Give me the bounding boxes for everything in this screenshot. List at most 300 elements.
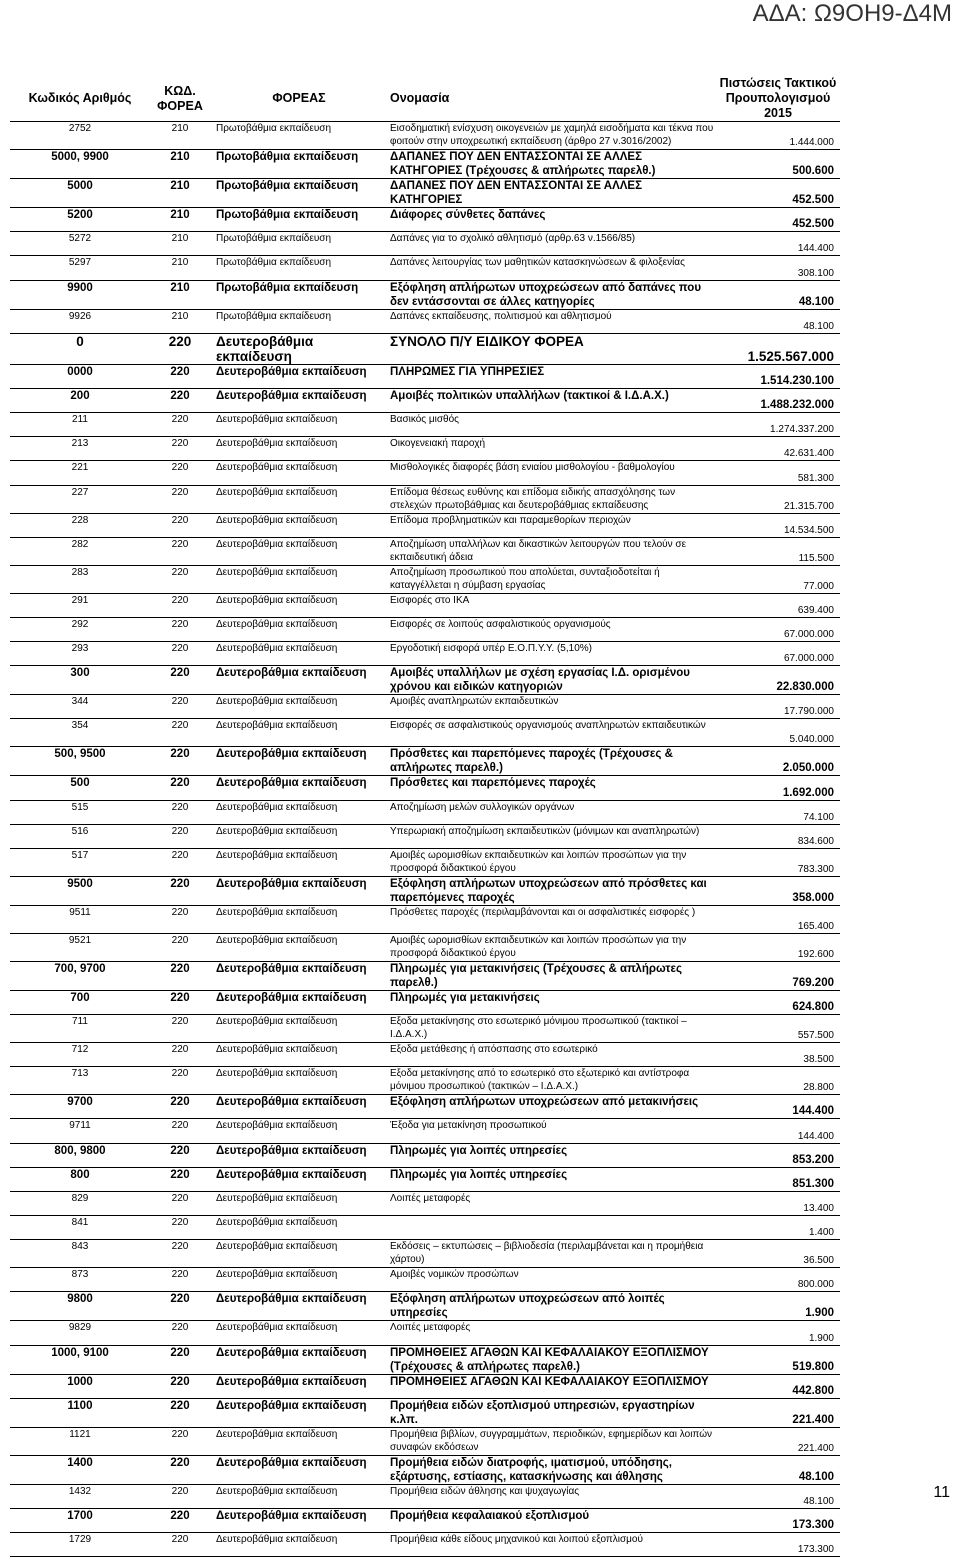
row-code: 9711	[10, 1119, 150, 1143]
row-name: Πρόσθετες και παρεπόμενες παροχές	[388, 776, 716, 800]
table-row	[10, 1191, 840, 1215]
row-foreas: Δευτεροβάθμια εκπαίδευση	[210, 1067, 388, 1095]
row-amount: 144.400	[716, 232, 840, 256]
row-amount: 173.300	[716, 1508, 840, 1532]
row-amount: 442.800	[716, 1374, 840, 1398]
table-row	[10, 179, 840, 208]
row-amount: 5.040.000	[716, 719, 840, 747]
row-amount: 800.000	[716, 1268, 840, 1292]
row-kod: 210	[150, 122, 210, 150]
row-foreas: Πρωτοβάθμια εκπαίδευση	[210, 179, 388, 208]
row-kod: 220	[150, 824, 210, 848]
row-kod: 220	[150, 1533, 210, 1557]
col-header-foreas: ΦΟΡΕΑΣ	[210, 76, 388, 122]
row-kod: 220	[150, 413, 210, 437]
row-kod: 220	[150, 1240, 210, 1268]
row-kod: 220	[150, 1321, 210, 1345]
row-kod: 220	[150, 800, 210, 824]
row-amount: 221.400	[716, 1427, 840, 1455]
row-kod: 220	[150, 1043, 210, 1067]
row-code: 5272	[10, 232, 150, 256]
row-foreas: Δευτεροβάθμια εκπαίδευση	[210, 485, 388, 513]
row-amount: 851.300	[716, 1167, 840, 1191]
row-amount: 48.100	[716, 1484, 840, 1508]
row-kod: 220	[150, 747, 210, 776]
row-amount: 853.200	[716, 1143, 840, 1167]
table-body	[10, 122, 840, 1557]
row-foreas: Δευτεροβάθμια εκπαίδευση	[210, 1240, 388, 1268]
row-foreas: Πρωτοβάθμια εκπαίδευση	[210, 122, 388, 150]
row-kod: 220	[150, 1067, 210, 1095]
table-row	[10, 122, 840, 150]
row-name: Εξοδα μετακίνησης από το εσωτερικό στο εξωτερικό και αντίστροφα μόνιμου προσωπικού (τακτικών – Ι.Δ.Α.Χ.)	[388, 1067, 716, 1095]
row-kod: 210	[150, 208, 210, 232]
row-amount: 1.400	[716, 1216, 840, 1240]
row-name: Αμοιβές αναπληρωτών εκπαιδευτικών	[388, 695, 716, 719]
row-code: 213	[10, 437, 150, 461]
row-code: 1000	[10, 1374, 150, 1398]
row-amount: 21.315.700	[716, 485, 840, 513]
row-code: 221	[10, 461, 150, 485]
row-code: 1100	[10, 1398, 150, 1427]
row-code: 711	[10, 1015, 150, 1043]
table-row	[10, 1143, 840, 1167]
table-row	[10, 666, 840, 695]
row-name: Πληρωμές για λοιπές υπηρεσίες	[388, 1143, 716, 1167]
row-name: ΠΡΟΜΗΘΕΙΕΣ ΑΓΑΘΩΝ ΚΑΙ ΚΕΦΑΛΑΙΑΚΟΥ ΕΞΟΠΛΙΣΜΟΥ (Τρέχουσες & απλήρωτες παρελθ.)	[388, 1345, 716, 1374]
table-row	[10, 309, 840, 333]
table-row	[10, 388, 840, 412]
row-name: Πρόσθετες παροχές (περιλαμβάνονται και οι ασφαλιστικές εισφορές )	[388, 905, 716, 933]
row-amount: 1.900	[716, 1321, 840, 1345]
row-name: Πληρωμές για μετακινήσεις (Τρέχουσες & απλήρωτες παρελθ.)	[388, 961, 716, 990]
table-row	[10, 961, 840, 990]
row-kod: 210	[150, 232, 210, 256]
row-foreas: Δευτεροβάθμια εκπαίδευση	[210, 1191, 388, 1215]
row-foreas: Δευτεροβάθμια εκπαίδευση	[210, 413, 388, 437]
row-kod: 220	[150, 1268, 210, 1292]
row-code: 9800	[10, 1292, 150, 1321]
row-code: 841	[10, 1216, 150, 1240]
table-row	[10, 1321, 840, 1345]
row-code: 800	[10, 1167, 150, 1191]
row-code: 282	[10, 537, 150, 565]
row-code: 700, 9700	[10, 961, 150, 990]
row-foreas: Δευτεροβάθμια εκπαίδευση	[210, 461, 388, 485]
row-name: Επίδομα προβληματικών και παραμεθορίων περιοχών	[388, 513, 716, 537]
row-foreas: Δευτεροβάθμια εκπαίδευση	[210, 1427, 388, 1455]
table-row	[10, 824, 840, 848]
table-row	[10, 208, 840, 232]
row-name: Μισθολογικές διαφορές βάση ενιαίου μισθολογίου - βαθμολογίου	[388, 461, 716, 485]
row-kod: 220	[150, 437, 210, 461]
row-code: 0000	[10, 364, 150, 388]
row-amount: 14.534.500	[716, 513, 840, 537]
row-kod: 210	[150, 280, 210, 309]
row-foreas: Δευτεροβάθμια εκπαίδευση	[210, 800, 388, 824]
row-amount: 22.830.000	[716, 666, 840, 695]
row-amount: 77.000	[716, 565, 840, 593]
row-foreas: Δευτεροβάθμια εκπαίδευση	[210, 848, 388, 876]
row-name: Δαπάνες για το σχολικό αθλητισμό (αρθρ.63 ν.1566/85)	[388, 232, 716, 256]
row-code: 873	[10, 1268, 150, 1292]
row-foreas: Πρωτοβάθμια εκπαίδευση	[210, 309, 388, 333]
row-kod: 220	[150, 1143, 210, 1167]
row-kod: 220	[150, 1374, 210, 1398]
row-amount: 42.631.400	[716, 437, 840, 461]
table-row	[10, 1216, 840, 1240]
table-row	[10, 617, 840, 641]
row-name: Εκδόσεις – εκτυπώσεις – βιβλιοδεσία (περιλαμβάνεται και η προμήθεια χάρτου)	[388, 1240, 716, 1268]
row-amount: 48.100	[716, 309, 840, 333]
row-amount: 1.274.337.200	[716, 413, 840, 437]
row-amount: 358.000	[716, 876, 840, 905]
row-amount: 1.514.230.100	[716, 364, 840, 388]
row-code: 9500	[10, 876, 150, 905]
row-foreas: Δευτεροβάθμια εκπαίδευση	[210, 824, 388, 848]
row-kod: 220	[150, 1398, 210, 1427]
row-foreas: Δευτεροβάθμια εκπαίδευση	[210, 1533, 388, 1557]
row-name: Αμοιβές υπαλλήλων με σχέση εργασίας Ι.Δ. ορισμένου χρόνου και ειδικών κατηγοριών	[388, 666, 716, 695]
row-kod: 220	[150, 1119, 210, 1143]
row-name: Πληρωμές για λοιπές υπηρεσίες	[388, 1167, 716, 1191]
row-amount: 115.500	[716, 537, 840, 565]
row-name: Αμοιβές πολιτικών υπαλλήλων (τακτικοί & Ι.Δ.Α.Χ.)	[388, 388, 716, 412]
row-kod: 220	[150, 1015, 210, 1043]
row-kod: 220	[150, 933, 210, 961]
row-amount: 144.400	[716, 1095, 840, 1119]
row-amount: 36.500	[716, 1240, 840, 1268]
col-header-kod: ΚΩΔ. ΦΟΡΕΑ	[150, 76, 210, 122]
row-foreas: Δευτεροβάθμια εκπαίδευση	[210, 1484, 388, 1508]
row-kod: 220	[150, 1455, 210, 1484]
row-name: Εξοδα μετάθεσης ή απόσπασης στο εσωτερικό	[388, 1043, 716, 1067]
table-row	[10, 413, 840, 437]
row-amount: 500.600	[716, 150, 840, 179]
row-code: 500	[10, 776, 150, 800]
row-name: Εξόφληση απλήρωτων υποχρεώσεων από λοιπές υπηρεσίες	[388, 1292, 716, 1321]
row-name: Προμήθεια κάθε είδους μηχανικού και λοιπού εξοπλισμού	[388, 1533, 716, 1557]
table-row	[10, 280, 840, 309]
row-amount: 38.500	[716, 1043, 840, 1067]
row-name: Εξόφληση απλήρωτων υποχρεώσεων από μετακινήσεις	[388, 1095, 716, 1119]
row-amount: 2.050.000	[716, 747, 840, 776]
row-name: Προμήθεια ειδών διατροφής, ιματισμού, υπόδησης, εξάρτυσης, εστίασης, κατασκήνωσης και άθλησης	[388, 1455, 716, 1484]
table-row	[10, 848, 840, 876]
row-name: Εξοδα μετακίνησης στο εσωτερικό μόνιμου προσωπικού (τακτικοί – Ι.Δ.Α.Χ.)	[388, 1015, 716, 1043]
row-kod: 220	[150, 388, 210, 412]
row-foreas: Δευτεροβάθμια εκπαίδευση	[210, 1119, 388, 1143]
row-code: 211	[10, 413, 150, 437]
col-header-amount: Πιστώσεις Τακτικού Προυπολογισμού 2015	[716, 76, 840, 122]
table-row	[10, 150, 840, 179]
row-code: 283	[10, 565, 150, 593]
row-code: 291	[10, 593, 150, 617]
row-code: 5297	[10, 256, 150, 280]
row-amount: 173.300	[716, 1533, 840, 1557]
row-code: 500, 9500	[10, 747, 150, 776]
row-amount: 308.100	[716, 256, 840, 280]
row-foreas: Πρωτοβάθμια εκπαίδευση	[210, 208, 388, 232]
row-amount: 74.100	[716, 800, 840, 824]
row-kod: 220	[150, 1484, 210, 1508]
row-code: 829	[10, 1191, 150, 1215]
row-name: Λοιπές μεταφορές	[388, 1321, 716, 1345]
row-name: Αποζημίωση μελών συλλογικών οργάνων	[388, 800, 716, 824]
row-code: 5200	[10, 208, 150, 232]
row-amount: 452.500	[716, 208, 840, 232]
row-name: ΠΡΟΜΗΘΕΙΕΣ ΑΓΑΘΩΝ ΚΑΙ ΚΕΦΑΛΑΙΑΚΟΥ ΕΞΟΠΛΙΣΜΟΥ	[388, 1374, 716, 1398]
table-row	[10, 1067, 840, 1095]
table-row	[10, 1345, 840, 1374]
table-row	[10, 1292, 840, 1321]
row-code: 292	[10, 617, 150, 641]
row-name: Λοιπές μεταφορές	[388, 1191, 716, 1215]
row-foreas: Δευτεροβάθμια εκπαίδευση	[210, 1216, 388, 1240]
table-row	[10, 1043, 840, 1067]
row-foreas: Δευτεροβάθμια εκπαίδευση	[210, 565, 388, 593]
row-kod: 220	[150, 1191, 210, 1215]
row-amount: 1.488.232.000	[716, 388, 840, 412]
table-row	[10, 747, 840, 776]
row-kod: 220	[150, 642, 210, 666]
row-code: 1700	[10, 1508, 150, 1532]
row-amount: 624.800	[716, 990, 840, 1014]
row-foreas: Πρωτοβάθμια εκπαίδευση	[210, 232, 388, 256]
row-kod: 220	[150, 1427, 210, 1455]
table-row	[10, 800, 840, 824]
row-code: 1121	[10, 1427, 150, 1455]
row-foreas: Δευτεροβάθμια εκπαίδευση	[210, 666, 388, 695]
table-row	[10, 256, 840, 280]
table-row	[10, 437, 840, 461]
table-row	[10, 461, 840, 485]
row-code: 9700	[10, 1095, 150, 1119]
table-row	[10, 695, 840, 719]
row-name: Πρόσθετες και παρεπόμενες παροχές (Τρέχουσες & απλήρωτες παρελθ.)	[388, 747, 716, 776]
row-code: 1400	[10, 1455, 150, 1484]
row-amount: 13.400	[716, 1191, 840, 1215]
row-amount: 769.200	[716, 961, 840, 990]
row-foreas: Δευτεροβάθμια εκπαίδευση	[210, 1167, 388, 1191]
table-row	[10, 1015, 840, 1043]
row-foreas: Δευτεροβάθμια εκπαίδευση	[210, 876, 388, 905]
row-foreas: Δευτεροβάθμια εκπαίδευση	[210, 1374, 388, 1398]
table-row	[10, 565, 840, 593]
row-foreas: Δευτεροβάθμια εκπαίδευση	[210, 1268, 388, 1292]
table-row	[10, 513, 840, 537]
table-row	[10, 1455, 840, 1484]
row-name: Προμήθεια ειδών εξοπλισμού υπηρεσιών, εργαστηρίων κ.λπ.	[388, 1398, 716, 1427]
row-foreas: Δευτεροβάθμια εκπαίδευση	[210, 437, 388, 461]
row-code: 344	[10, 695, 150, 719]
row-name: Εργοδοτική εισφορά υπέρ Ε.Ο.Π.Υ.Υ. (5,10%)	[388, 642, 716, 666]
row-kod: 220	[150, 617, 210, 641]
row-amount: 639.400	[716, 593, 840, 617]
row-name: Εισφορές σε λοιπούς ασφαλιστικούς οργανισμούς	[388, 617, 716, 641]
row-foreas: Δευτεροβάθμια εκπαίδευση	[210, 1095, 388, 1119]
row-kod: 220	[150, 666, 210, 695]
table-row	[10, 485, 840, 513]
row-code: 9511	[10, 905, 150, 933]
row-code: 515	[10, 800, 150, 824]
row-foreas: Δευτεροβάθμια εκπαίδευση	[210, 1292, 388, 1321]
row-code: 1432	[10, 1484, 150, 1508]
row-amount: 581.300	[716, 461, 840, 485]
row-foreas: Δευτεροβάθμια εκπαίδευση	[210, 695, 388, 719]
row-code: 9521	[10, 933, 150, 961]
row-name: Εισφορές σε ασφαλιστικούς οργανισμούς αναπληρωτών εκπαιδευτικών	[388, 719, 716, 747]
row-name: ΣΥΝΟΛΟ Π/Υ ΕΙΔΙΚΟΥ ΦΟΡΕΑ	[388, 333, 716, 364]
row-amount: 165.400	[716, 905, 840, 933]
row-foreas: Δευτεροβάθμια εκπαίδευση	[210, 388, 388, 412]
row-foreas: Δευτεροβάθμια εκπαίδευση	[210, 1043, 388, 1067]
row-amount: 28.800	[716, 1067, 840, 1095]
row-code: 5000, 9900	[10, 150, 150, 179]
row-foreas: Πρωτοβάθμια εκπαίδευση	[210, 256, 388, 280]
row-amount: 67.000.000	[716, 642, 840, 666]
row-code: 713	[10, 1067, 150, 1095]
table-row	[10, 333, 840, 364]
row-foreas: Δευτεροβάθμια εκπαίδευση	[210, 513, 388, 537]
table-row	[10, 1533, 840, 1557]
row-code: 700	[10, 990, 150, 1014]
row-foreas: Δευτεροβάθμια εκπαίδευση	[210, 537, 388, 565]
row-amount: 1.444.000	[716, 122, 840, 150]
table-row	[10, 642, 840, 666]
row-code: 517	[10, 848, 150, 876]
row-foreas: Δευτεροβάθμια εκπαίδευση	[210, 961, 388, 990]
row-name: Αποζημίωση προσωπικού που απολύεται, συνταξιοδοτείται ή καταγγέλλεται η σύμβαση εργασίας	[388, 565, 716, 593]
row-kod: 220	[150, 719, 210, 747]
table-row	[10, 537, 840, 565]
row-kod: 220	[150, 776, 210, 800]
row-foreas: Δευτεροβάθμια εκπαίδευση	[210, 1143, 388, 1167]
row-kod: 220	[150, 905, 210, 933]
row-kod: 220	[150, 364, 210, 388]
row-amount: 834.600	[716, 824, 840, 848]
row-code: 5000	[10, 179, 150, 208]
row-amount: 67.000.000	[716, 617, 840, 641]
row-kod: 220	[150, 461, 210, 485]
row-code: 300	[10, 666, 150, 695]
row-kod: 220	[150, 1095, 210, 1119]
row-name: Προμήθεια βιβλίων, συγγραμμάτων, περιοδικών, εφημερίδων και λοιπών συναφών εκδόσεων	[388, 1427, 716, 1455]
row-amount: 1.900	[716, 1292, 840, 1321]
row-code: 9900	[10, 280, 150, 309]
row-amount: 1.692.000	[716, 776, 840, 800]
row-name: ΔΑΠΑΝΕΣ ΠΟΥ ΔΕΝ ΕΝΤΑΣΣΟΝΤΑΙ ΣΕ ΑΛΛΕΣ ΚΑΤΗΓΟΡΙΕΣ (Τρέχουσες & απλήρωτες παρελθ.)	[388, 150, 716, 179]
table-row	[10, 232, 840, 256]
row-name: Δαπάνες λειτουργίας των μαθητικών κατασκηνώσεων & φιλοξενίας	[388, 256, 716, 280]
row-foreas: Δευτεροβάθμια εκπαίδευση	[210, 747, 388, 776]
col-header-name: Ονομασία	[388, 76, 716, 122]
row-foreas: Δευτεροβάθμια εκπαίδευση	[210, 1508, 388, 1532]
row-name	[388, 1216, 716, 1240]
row-kod: 220	[150, 1508, 210, 1532]
row-amount: 48.100	[716, 1455, 840, 1484]
row-foreas: Δευτεροβάθμια εκπαίδευση	[210, 1321, 388, 1345]
row-code: 200	[10, 388, 150, 412]
row-name: Εισφορές στο ΙΚΑ	[388, 593, 716, 617]
row-kod: 220	[150, 1167, 210, 1191]
page-number: 11	[933, 1484, 950, 1501]
row-kod: 210	[150, 179, 210, 208]
row-name: Αμοιβές ωρομισθίων εκπαιδευτικών και λοιπών προσώπων για την προσφορά διδακτικού έργου	[388, 933, 716, 961]
row-name: Προμήθεια κεφαλαιακού εξοπλισμού	[388, 1508, 716, 1532]
row-kod: 220	[150, 485, 210, 513]
row-name: Αποζημίωση υπαλλήλων και δικαστικών λειτουργών που τελούν σε εκπαιδευτική άδεια	[388, 537, 716, 565]
row-foreas: Δευτεροβάθμια εκπαίδευση	[210, 333, 388, 364]
table-row	[10, 933, 840, 961]
row-name: Βασικός μισθός	[388, 413, 716, 437]
row-code: 293	[10, 642, 150, 666]
row-amount: 17.790.000	[716, 695, 840, 719]
table-row	[10, 990, 840, 1014]
row-foreas: Δευτεροβάθμια εκπαίδευση	[210, 933, 388, 961]
row-kod: 210	[150, 309, 210, 333]
row-name: Εισοδηματική ενίσχυση οικογενειών με χαμηλά εισοδήματα και τέκνα που φοιτούν στην υποχρεωτική εκπαίδευση (άρθρο 27 ν.3016/2002)	[388, 122, 716, 150]
row-kod: 220	[150, 848, 210, 876]
row-code: 9829	[10, 1321, 150, 1345]
table-row	[10, 1119, 840, 1143]
table-row	[10, 876, 840, 905]
row-foreas: Δευτεροβάθμια εκπαίδευση	[210, 1345, 388, 1374]
row-foreas: Δευτεροβάθμια εκπαίδευση	[210, 905, 388, 933]
row-foreas: Δευτεροβάθμια εκπαίδευση	[210, 364, 388, 388]
row-kod: 220	[150, 990, 210, 1014]
row-kod: 220	[150, 565, 210, 593]
row-code: 228	[10, 513, 150, 537]
row-name: Διάφορες σύνθετες δαπάνες	[388, 208, 716, 232]
row-code: 354	[10, 719, 150, 747]
row-code: 1729	[10, 1533, 150, 1557]
row-name: Επίδομα θέσεως ευθύνης και επίδομα ειδικής απασχόλησης των στελεχών πρωτοβάθμιας και δευτεροβάθμιας εκπαίδευσης	[388, 485, 716, 513]
budget-table	[10, 76, 840, 1557]
table-row	[10, 593, 840, 617]
row-code: 0	[10, 333, 150, 364]
row-name: Έξοδα για μετακίνηση προσωπικού	[388, 1119, 716, 1143]
row-name: Εξόφληση απλήρωτων υποχρεώσεων από πρόσθετες και παρεπόμενες παροχές	[388, 876, 716, 905]
row-amount: 221.400	[716, 1398, 840, 1427]
table-row	[10, 364, 840, 388]
row-name: Πληρωμές για μετακινήσεις	[388, 990, 716, 1014]
row-kod: 220	[150, 1216, 210, 1240]
row-amount: 144.400	[716, 1119, 840, 1143]
row-name: Εξόφληση απλήρωτων υποχρεώσεων από δαπάνες που δεν εντάσσονται σε άλλες κατηγορίες	[388, 280, 716, 309]
row-name: ΔΑΠΑΝΕΣ ΠΟΥ ΔΕΝ ΕΝΤΑΣΣΟΝΤΑΙ ΣΕ ΑΛΛΕΣ ΚΑΤΗΓΟΡΙΕΣ	[388, 179, 716, 208]
row-foreas: Δευτεροβάθμια εκπαίδευση	[210, 719, 388, 747]
table-row	[10, 1095, 840, 1119]
table-row	[10, 1484, 840, 1508]
row-foreas: Πρωτοβάθμια εκπαίδευση	[210, 150, 388, 179]
table-row	[10, 1374, 840, 1398]
row-kod: 220	[150, 876, 210, 905]
row-foreas: Δευτεροβάθμια εκπαίδευση	[210, 776, 388, 800]
row-amount: 1.525.567.000	[716, 333, 840, 364]
row-kod: 220	[150, 961, 210, 990]
table-row	[10, 1167, 840, 1191]
row-kod: 220	[150, 695, 210, 719]
table-row	[10, 1427, 840, 1455]
row-kod: 220	[150, 593, 210, 617]
table-row	[10, 1268, 840, 1292]
row-code: 1000, 9100	[10, 1345, 150, 1374]
row-amount: 519.800	[716, 1345, 840, 1374]
row-name: ΠΛΗΡΩΜΕΣ ΓΙΑ ΥΠΗΡΕΣΙΕΣ	[388, 364, 716, 388]
row-kod: 220	[150, 537, 210, 565]
row-kod: 210	[150, 256, 210, 280]
